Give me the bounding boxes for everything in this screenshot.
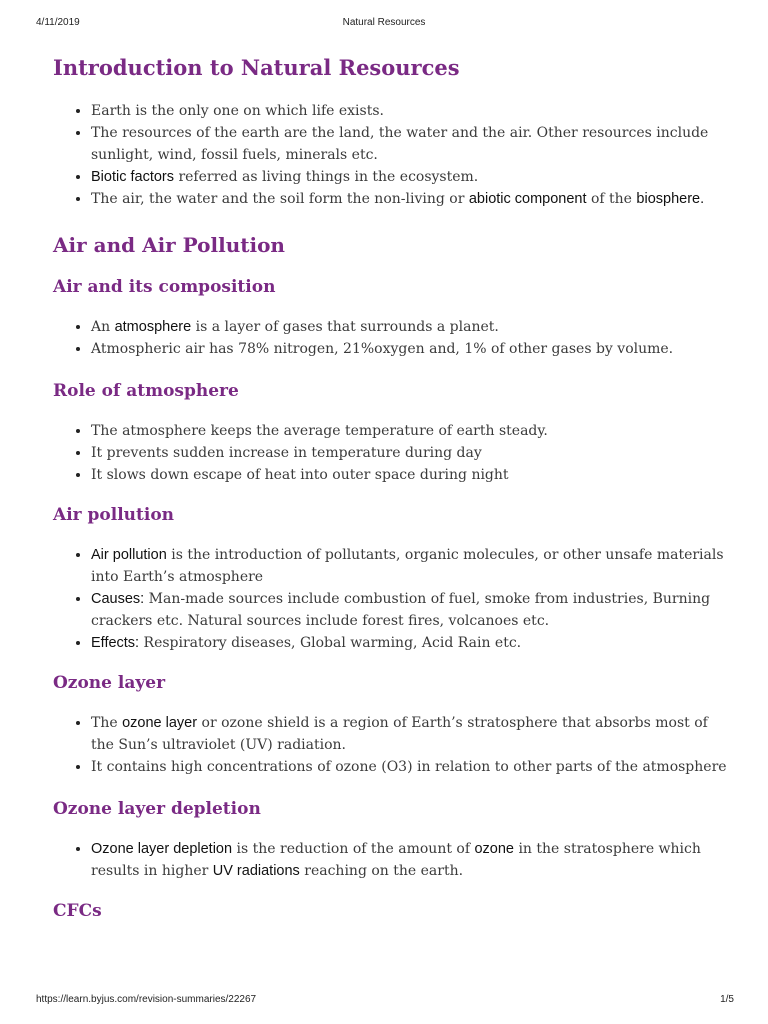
term-atmosphere: atmosphere	[114, 319, 192, 335]
term-biosphere: biosphere.	[636, 191, 705, 207]
list-item	[91, 166, 733, 188]
list-item: • It prevents sudden increase in temperature during day	[91, 442, 733, 464]
print-title: Natural Resources	[342, 17, 426, 28]
item-text: or ozone shield is a region of Earth’s stratosphere that absorbs most of the Sun’s ultraviolet (UV) radiation.	[91, 715, 708, 753]
item-text: The	[91, 715, 123, 731]
list-item	[91, 338, 733, 360]
term-uv-radiations: UV radiations	[212, 863, 300, 879]
item-text: Respiratory diseases, Global warming, Acid Rain etc.	[139, 635, 522, 651]
heading-introduction: Introduction to Natural Resources	[53, 55, 460, 80]
print-footer	[0, 994, 768, 1008]
print-date: 4/11/2019	[36, 17, 80, 28]
list-item	[91, 756, 733, 778]
list-item	[91, 122, 733, 166]
item-text: referred as living things in the ecosystem.	[174, 169, 479, 185]
item-text: Earth is the only one on which life exists.	[91, 103, 384, 119]
list-item: • The atmosphere keeps the average temperature of earth steady.	[91, 420, 733, 442]
item-text: in the stratosphere which results in higher	[91, 841, 701, 879]
page-number: 1/5	[720, 994, 734, 1005]
role-list	[53, 420, 733, 486]
list-item	[91, 838, 733, 882]
item-text: is the introduction of pollutants, organic molecules, or other unsafe materials into Earth’s atmosphere	[91, 547, 724, 585]
air-pollution-list	[53, 544, 733, 654]
intro-list	[53, 100, 733, 210]
heading-role-of-atmosphere: Role of atmosphere	[53, 381, 239, 401]
item-text: The resources of the earth are the land, the water and the air. Other resources include sunlight, wind, fossil fuels, minerals etc.	[91, 125, 709, 163]
list-item	[91, 544, 733, 588]
term-effects: Effects:	[91, 635, 140, 651]
term-abiotic-component: abiotic component	[468, 191, 587, 207]
item-text: The air, the water and the soil form the non-living or	[91, 191, 469, 207]
heading-air-pollution: Air pollution	[53, 505, 175, 525]
depletion-list	[53, 838, 733, 882]
print-url: https://learn.byjus.com/revision-summaries/22267	[36, 994, 257, 1005]
list-item: • It slows down escape of heat into outer space during night	[91, 464, 733, 486]
term-biotic-factors: Biotic factors	[91, 169, 174, 185]
term-ozone: ozone	[474, 841, 514, 857]
ozone-list	[53, 712, 733, 778]
item-text: of the	[586, 191, 637, 207]
heading-ozone-layer: Ozone layer	[53, 673, 166, 693]
term-ozone-layer-depletion: Ozone layer depletion	[91, 841, 233, 857]
item-text: is the reduction of the amount of	[232, 841, 475, 857]
list-item	[91, 588, 733, 632]
list-item	[91, 712, 733, 756]
item-text: Atmospheric air has 78% nitrogen, 21%oxygen and, 1% of other gases by volume.	[91, 341, 674, 357]
heading-air-composition: Air and its composition	[53, 277, 276, 297]
term-causes: Causes:	[91, 591, 145, 607]
list-item	[91, 316, 733, 338]
heading-cfcs: CFCs	[53, 901, 102, 921]
item-text: reaching on the earth.	[299, 863, 464, 879]
list-item	[91, 100, 733, 122]
heading-ozone-layer-depletion: Ozone layer depletion	[53, 799, 261, 819]
item-text: An	[91, 319, 115, 335]
item-text: Man-made sources include combustion of fuel, smoke from industries, Burning crackers etc. Natural sources include forest fires, volcanoes etc.	[91, 591, 711, 629]
list-item	[91, 632, 733, 654]
item-text: is a layer of gases that surrounds a planet.	[191, 319, 499, 335]
term-ozone-layer: ozone layer	[122, 715, 198, 731]
document-content	[53, 52, 733, 924]
heading-air-and-air-pollution: Air and Air Pollution	[53, 233, 285, 257]
term-air-pollution: Air pollution	[91, 547, 167, 563]
composition-list	[53, 316, 733, 360]
item-text: It contains high concentrations of ozone (O3) in relation to other parts of the atmosphere	[91, 759, 727, 775]
list-item	[91, 188, 733, 210]
print-header	[0, 17, 768, 31]
